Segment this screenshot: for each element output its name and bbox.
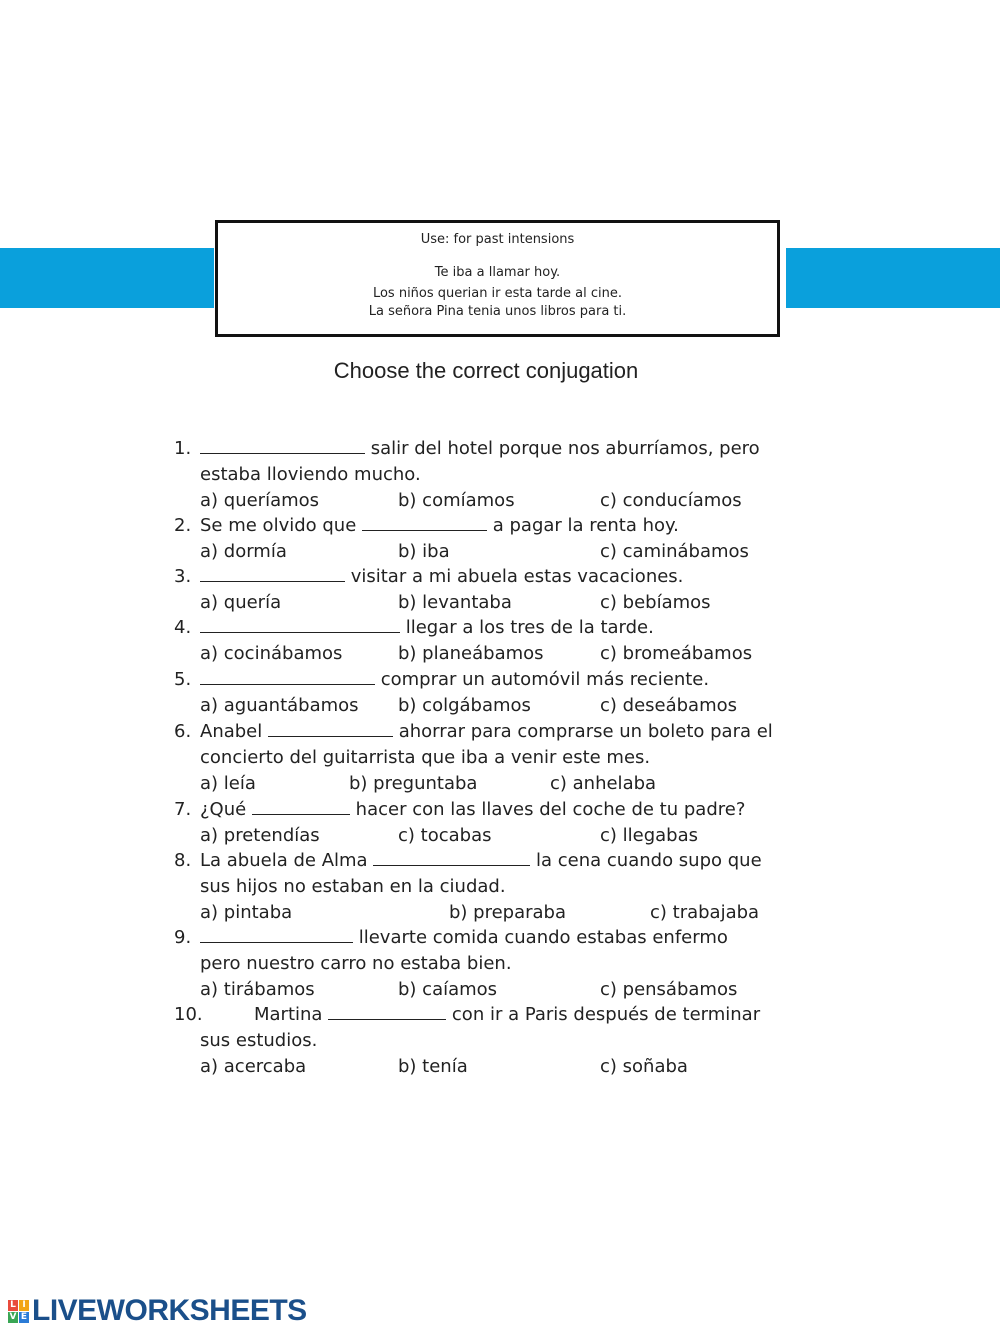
- answer-blank[interactable]: [252, 798, 350, 815]
- question-7: [174, 797, 745, 823]
- footer-logo: [8, 1294, 307, 1328]
- question-number: 9.: [174, 927, 192, 948]
- question-number: 6.: [174, 721, 192, 742]
- answer-option[interactable]: b) levantaba: [398, 592, 512, 613]
- answer-option[interactable]: c) llegabas: [600, 825, 699, 846]
- question-8: [174, 848, 762, 874]
- answer-blank[interactable]: [200, 616, 400, 633]
- answer-option[interactable]: a) aguantábamos: [200, 695, 359, 716]
- answer-option[interactable]: a) tirábamos: [200, 979, 315, 1000]
- example-sentence-3: La señora Pina tenia unos libros para ti.: [368, 304, 627, 319]
- answer-option[interactable]: b) iba: [398, 541, 450, 562]
- answer-option[interactable]: b) preguntaba: [349, 773, 478, 794]
- question-text-before: La abuela de Alma: [200, 850, 374, 871]
- question-text-after: la cena cuando supo que: [530, 850, 762, 871]
- answer-option[interactable]: c) conducíamos: [600, 490, 742, 511]
- example-sentence-2: Los niños querian ir esta tarde al cine.: [372, 286, 623, 301]
- question-text-before: Martina: [254, 1004, 329, 1025]
- question-text-before: Anabel: [200, 721, 268, 742]
- question-6: [174, 719, 773, 745]
- brand-name: LIVEWORKSHEETS: [32, 1294, 307, 1327]
- question-continuation: estaba lloviendo mucho.: [200, 464, 421, 485]
- answer-option[interactable]: c) anhelaba: [550, 773, 657, 794]
- answer-option[interactable]: b) preparaba: [449, 902, 567, 923]
- question-text-after: a pagar la renta hoy.: [487, 515, 679, 536]
- answer-blank[interactable]: [268, 720, 393, 737]
- answer-blank[interactable]: [328, 1003, 446, 1020]
- answer-option[interactable]: a) pretendías: [200, 825, 320, 846]
- answer-option[interactable]: a) quería: [200, 592, 282, 613]
- answer-option[interactable]: c) tocabas: [398, 825, 492, 846]
- question-9: [174, 925, 728, 951]
- answer-blank[interactable]: [200, 437, 365, 454]
- answer-blank[interactable]: [200, 926, 353, 943]
- answer-blank[interactable]: [200, 565, 345, 582]
- question-text-after: llevarte comida cuando estabas enfermo: [353, 927, 728, 948]
- answer-option[interactable]: b) caíamos: [398, 979, 498, 1000]
- usage-info-box: [215, 220, 780, 337]
- example-sentence-1: Te iba a llamar hoy.: [434, 265, 561, 280]
- header-band-left: [0, 248, 214, 308]
- answer-option[interactable]: b) comíamos: [398, 490, 515, 511]
- liveworksheets-logo-icon: [8, 1300, 29, 1323]
- answer-blank[interactable]: [200, 668, 375, 685]
- logo-letter: L: [8, 1300, 18, 1311]
- answer-option[interactable]: a) cocinábamos: [200, 643, 343, 664]
- question-10: [174, 1002, 760, 1028]
- answer-option[interactable]: c) soñaba: [600, 1056, 688, 1077]
- question-number: 10.: [174, 1004, 203, 1025]
- question-number: 4.: [174, 617, 192, 638]
- question-text-after: con ir a Paris después de terminar: [446, 1004, 761, 1025]
- answer-option[interactable]: a) queríamos: [200, 490, 320, 511]
- question-text-after: visitar a mi abuela estas vacaciones.: [345, 566, 684, 587]
- question-text-after: hacer con las llaves del coche de tu padre?: [349, 799, 746, 820]
- answer-option[interactable]: a) acercaba: [200, 1056, 307, 1077]
- worksheet-title: Choose the correct conjugation: [333, 358, 639, 383]
- question-text-after: ahorrar para comprarse un boleto para el: [392, 721, 773, 742]
- question-text-after: comprar un automóvil más reciente.: [375, 669, 710, 690]
- answer-option[interactable]: c) caminábamos: [600, 541, 749, 562]
- question-continuation: sus estudios.: [200, 1030, 318, 1051]
- question-number: 7.: [174, 799, 192, 820]
- question-number: 1.: [174, 438, 192, 459]
- question-text-before: Se me olvido que: [200, 515, 363, 536]
- question-number: 3.: [174, 566, 192, 587]
- answer-option[interactable]: b) planeábamos: [398, 643, 544, 664]
- question-continuation: pero nuestro carro no estaba bien.: [200, 953, 512, 974]
- question-number: 2.: [174, 515, 192, 536]
- question-continuation: sus hijos no estaban en la ciudad.: [200, 876, 506, 897]
- answer-option[interactable]: a) dormía: [200, 541, 287, 562]
- question-text-before: ¿Qué: [200, 799, 252, 820]
- logo-letter: I: [19, 1300, 29, 1311]
- question-text-after: salir del hotel porque nos aburríamos, pero: [365, 438, 760, 459]
- answer-option[interactable]: a) pintaba: [200, 902, 293, 923]
- answer-option[interactable]: b) colgábamos: [398, 695, 531, 716]
- question-number: 5.: [174, 669, 192, 690]
- question-text-after: llegar a los tres de la tarde.: [400, 617, 654, 638]
- question-number: 8.: [174, 850, 192, 871]
- answer-option[interactable]: c) pensábamos: [600, 979, 738, 1000]
- question-5: [174, 667, 709, 693]
- answer-blank[interactable]: [362, 514, 487, 531]
- answer-option[interactable]: c) deseábamos: [600, 695, 738, 716]
- question-3: [174, 564, 683, 590]
- answer-option[interactable]: a) leía: [200, 773, 256, 794]
- question-2: [174, 513, 679, 539]
- answer-option[interactable]: c) trabajaba: [650, 902, 760, 923]
- question-1: [174, 436, 760, 462]
- logo-letter: E: [20, 1311, 28, 1322]
- usage-heading: Use: for past intensions: [420, 232, 575, 247]
- logo-letter: V: [9, 1311, 17, 1322]
- answer-blank[interactable]: [373, 849, 530, 866]
- answer-option[interactable]: c) bromeábamos: [600, 643, 753, 664]
- question-4: [174, 615, 654, 641]
- question-continuation: concierto del guitarrista que iba a venir este mes.: [200, 747, 651, 768]
- answer-option[interactable]: b) tenía: [398, 1056, 468, 1077]
- header-band-right: [786, 248, 1000, 308]
- answer-option[interactable]: c) bebíamos: [600, 592, 711, 613]
